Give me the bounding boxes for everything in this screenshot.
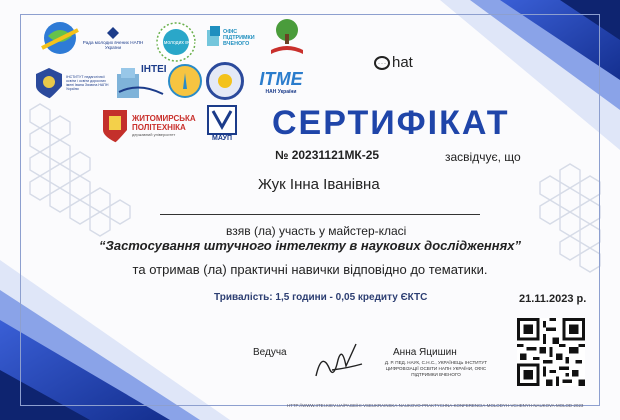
globe-logo	[38, 18, 82, 58]
host-label: Ведуча	[253, 347, 287, 358]
intei-logo: ІНТЕІ	[115, 58, 165, 102]
certificate-number: № 20231121МК-25	[275, 148, 380, 162]
chat-brand: ··· hat	[374, 54, 413, 71]
received-text: та отримав (ла) практичні навички відповідно до тематики.	[132, 262, 488, 277]
issue-date: 21.11.2023 р.	[519, 293, 587, 305]
course-title: “Застосування штучного інтелекту в наукових дослідженнях”	[98, 238, 522, 253]
certifies-text: засвідчує, що	[445, 150, 521, 164]
emblem-logo-2	[206, 62, 244, 100]
signature-image	[312, 340, 366, 382]
qr-code[interactable]	[516, 318, 586, 386]
itme-logo: ІТМЕ НАН України	[259, 69, 303, 96]
support-office-logo: ОФІС ПІДТРИМКИ ВЧЕНОГО	[205, 24, 265, 54]
duration-text: Тривалість: 1,5 години - 0,05 кредиту ЄКТС	[214, 292, 428, 303]
tree-book-logo	[265, 16, 309, 56]
chat-bubble-icon: ···	[374, 56, 390, 70]
institute-text-logo: ІНСТИТУТ педагогічної освіти і освіти дорослих імені Івана Зязюна НАПН України	[66, 75, 109, 91]
zhytomyr-polytechnic-logo: ЖИТОМИРСЬКА ПОЛІТЕХНІКА державний університет	[132, 114, 196, 137]
institute-shield-logo	[34, 66, 64, 100]
name-underline	[160, 214, 480, 215]
participation-text: взяв (ла) участь у майстер-класі	[226, 224, 407, 238]
signer-organization: Д. Р. ПЕД. НАУК, С.Н.С., УКРАЇНЕЦЬ ІНСТИТУТ ЦИФРОВІЗАЦІЇ ОСВІТИ НАПН УКРАЇНИ, ОФІС ПІДТРИМКИ ВЧЕНОГО	[384, 360, 488, 377]
emblem-logo-1	[168, 64, 202, 98]
maup-logo: МАУП	[206, 102, 238, 146]
signer-name: Анна Яцишин	[393, 347, 457, 358]
logo-text-youth: Рада молодих вчених	[150, 40, 202, 46]
conference-url[interactable]: HTTP://WWW.IITEI.KIEV.UA/PAGE/HI-VSEUKRAINSKA-NAUKOVO-PRAKTYCHNA-KONFERENCIA-MOLODYH-VCHENYH-NAUKOVA-MOLOD-2023	[287, 403, 584, 408]
youth-council-logo: Рада молодих вчених НАПН України	[80, 24, 146, 52]
city-arms-logo	[100, 108, 130, 144]
recipient-name: Жук Інна Іванівна	[258, 176, 380, 193]
certificate-title: СЕРТИФІКАТ	[272, 104, 510, 142]
